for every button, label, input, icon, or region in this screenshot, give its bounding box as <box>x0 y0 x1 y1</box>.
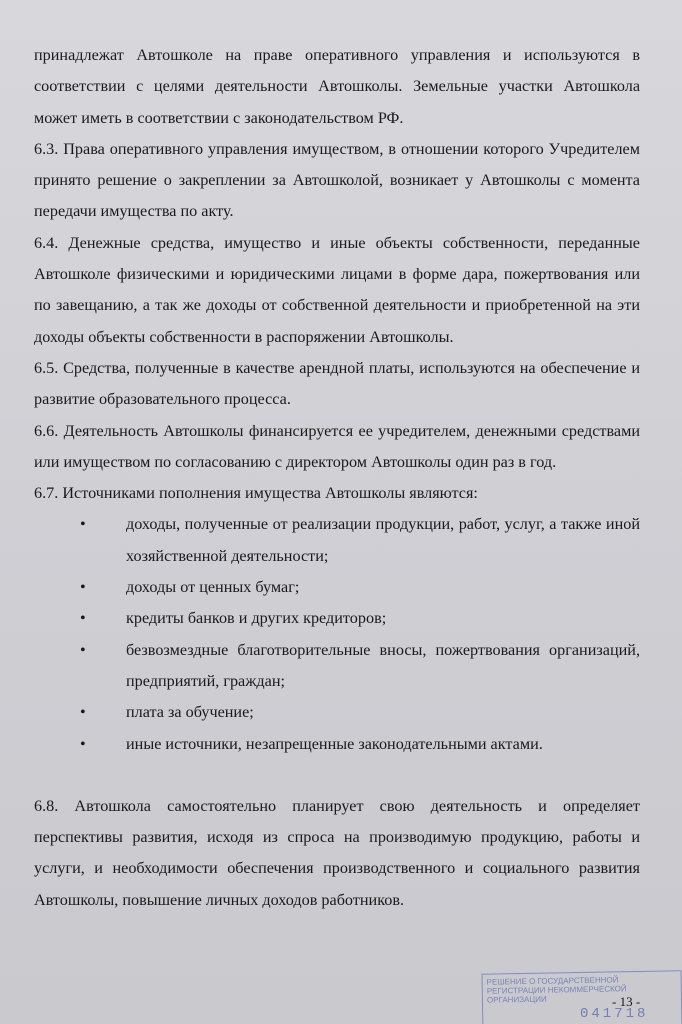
bullet-icon: • <box>80 515 86 534</box>
paragraph-6-8: 6.8. Автошкола самостоятельно планирует свою деятельность и определяет перспективы развития, исходя из спроса на производимую продукцию, работы и услуги, и необходимости обеспечения производственного и социального развития Автошколы, повышение личных доходов работников. <box>34 796 640 909</box>
bullet-icon: • <box>80 578 86 597</box>
paragraph-6-7: 6.7. Источниками пополнения имущества Автошколы являются: <box>34 484 478 503</box>
list-item <box>34 635 640 698</box>
paragraph-6-6: 6.6. Деятельность Автошколы финансируется ее учредителем, денежными средствами или имуществом по согласованию с директором Автошколы один раз в год. <box>34 421 640 471</box>
paragraph-6-3: 6.3. Права оперативного управления имуществом, в отношении которого Учредителем принято решение о закреплении за Автошколой, возникает у Автошколы с момента передачи имущества по акту. <box>34 139 640 221</box>
list-item-text: плата за обучение; <box>126 703 254 722</box>
page-number: - 13 - <box>612 994 641 1009</box>
list-item <box>34 729 640 760</box>
document-body <box>34 40 640 916</box>
list-item-text: доходы, полученные от реализации продукции, работ, услуг, а также иной хозяйственной деятельности; <box>126 515 640 565</box>
list-item-text: кредиты банков и других кредиторов; <box>126 609 387 628</box>
list-item <box>34 572 640 603</box>
paragraph-6-5: 6.5. Средства, полученные в качестве арендной платы, используются на обеспечение и развитие образовательного процесса. <box>34 358 640 409</box>
stamp-text: РЕШЕНИЕ О ГОСУДАРСТВЕННОЙ РЕГИСТРАЦИИ НЕКОММЕРЧЕСКОЙ ОРГАНИЗАЦИИ <box>486 975 627 1005</box>
paragraph-6-4: 6.4. Денежные средства, имущество и иные объекты собственности, переданные Автошколе физическими и юридическими лицами в форме дара, пожертвования или по завещанию, а так же доходы от собственной деятельности и приобретенной на эти доходы объекты собственности в распоряжении Автошколы. <box>34 233 640 346</box>
stamp-number: 041718 <box>580 1006 649 1022</box>
bullet-icon: • <box>80 734 86 753</box>
bullet-icon: • <box>80 640 86 659</box>
bullet-icon: • <box>80 703 86 722</box>
list-item-text: безвозмездные благотворительные вносы, пожертвования организаций, предприятий, граждан; <box>126 640 640 690</box>
income-sources-list <box>34 509 640 759</box>
list-item <box>34 509 640 572</box>
bullet-icon: • <box>80 609 86 628</box>
list-item-text: иные источники, незапрещенные законодательными актами. <box>126 734 543 753</box>
list-item <box>34 697 640 728</box>
spacer <box>34 760 640 791</box>
paragraph-6-2-continuation: принадлежат Автошколе на праве оперативного управления и используются в соответствии с целями деятельности Автошколы. Земельные участки Автошкола может иметь в соответствии с законодательством РФ. <box>34 46 640 127</box>
list-item <box>34 603 640 634</box>
list-item-text: доходы от ценных бумаг; <box>126 578 300 597</box>
